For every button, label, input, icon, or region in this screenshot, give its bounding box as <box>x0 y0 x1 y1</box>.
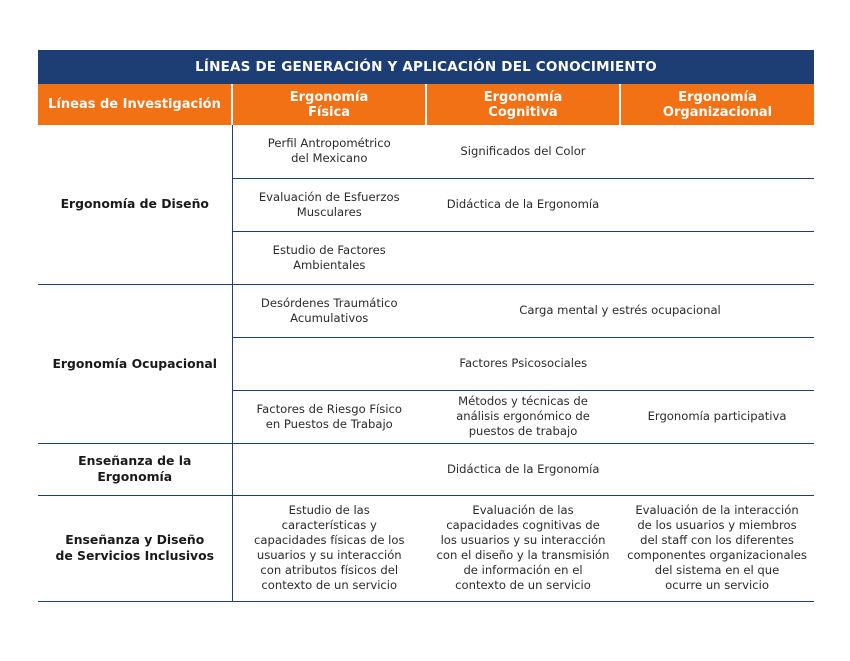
table-cell-empty <box>426 231 620 284</box>
line-servicios-inclusivos: Enseñanza y Diseño de Servicios Inclusivos <box>38 495 232 601</box>
header-research-lines: Líneas de Investigación <box>38 84 232 125</box>
table-cell: Perfil Antropométrico del Mexicano <box>232 125 426 178</box>
table-cell-empty <box>620 231 814 284</box>
line-ergonomia-diseno: Ergonomía de Diseño <box>38 125 232 284</box>
table-cell: Desórdenes Traumático Acumulativos <box>232 284 426 337</box>
table-cell: Evaluación de la interacción de los usuarios y miembros del staff con los diferentes componentes organizacionales del sistema en el que ocurre un servicio <box>620 495 814 601</box>
table-cell: Evaluación de las capacidades cognitivas de los usuarios y su interacción con el diseño y la transmisión de información en el contexto de un servicio <box>426 495 620 601</box>
table-cell: Ergonomía participativa <box>620 390 814 443</box>
table-cell: Estudio de las características y capacidades físicas de los usuarios y su interacción con atributos físicos del contexto de un servicio <box>232 495 426 601</box>
line-ensenanza-ergonomia: Enseñanza de la Ergonomía <box>38 443 232 495</box>
table-cell: Factores de Riesgo Físico en Puestos de Trabajo <box>232 390 426 443</box>
knowledge-lines-table <box>38 50 814 602</box>
header-ergonomia-organizacional: Ergonomía Organizacional <box>620 84 814 125</box>
table-cell-empty <box>620 125 814 178</box>
table-cell-empty <box>620 178 814 231</box>
table-title: LÍNEAS DE GENERACIÓN Y APLICACIÓN DEL CONOCIMIENTO <box>38 50 814 84</box>
table-cell: Factores Psicosociales <box>232 337 814 390</box>
table-cell: Didáctica de la Ergonomía <box>232 443 814 495</box>
table-cell: Estudio de Factores Ambientales <box>232 231 426 284</box>
table-cell: Evaluación de Esfuerzos Musculares <box>232 178 426 231</box>
header-ergonomia-cognitiva: Ergonomía Cognitiva <box>426 84 620 125</box>
header-ergonomia-fisica: Ergonomía Física <box>232 84 426 125</box>
table-cell: Didáctica de la Ergonomía <box>426 178 620 231</box>
table-cell: Carga mental y estrés ocupacional <box>426 284 814 337</box>
table-cell: Métodos y técnicas de análisis ergonómico de puestos de trabajo <box>426 390 620 443</box>
line-ergonomia-ocupacional: Ergonomía Ocupacional <box>38 284 232 443</box>
table-cell: Significados del Color <box>426 125 620 178</box>
